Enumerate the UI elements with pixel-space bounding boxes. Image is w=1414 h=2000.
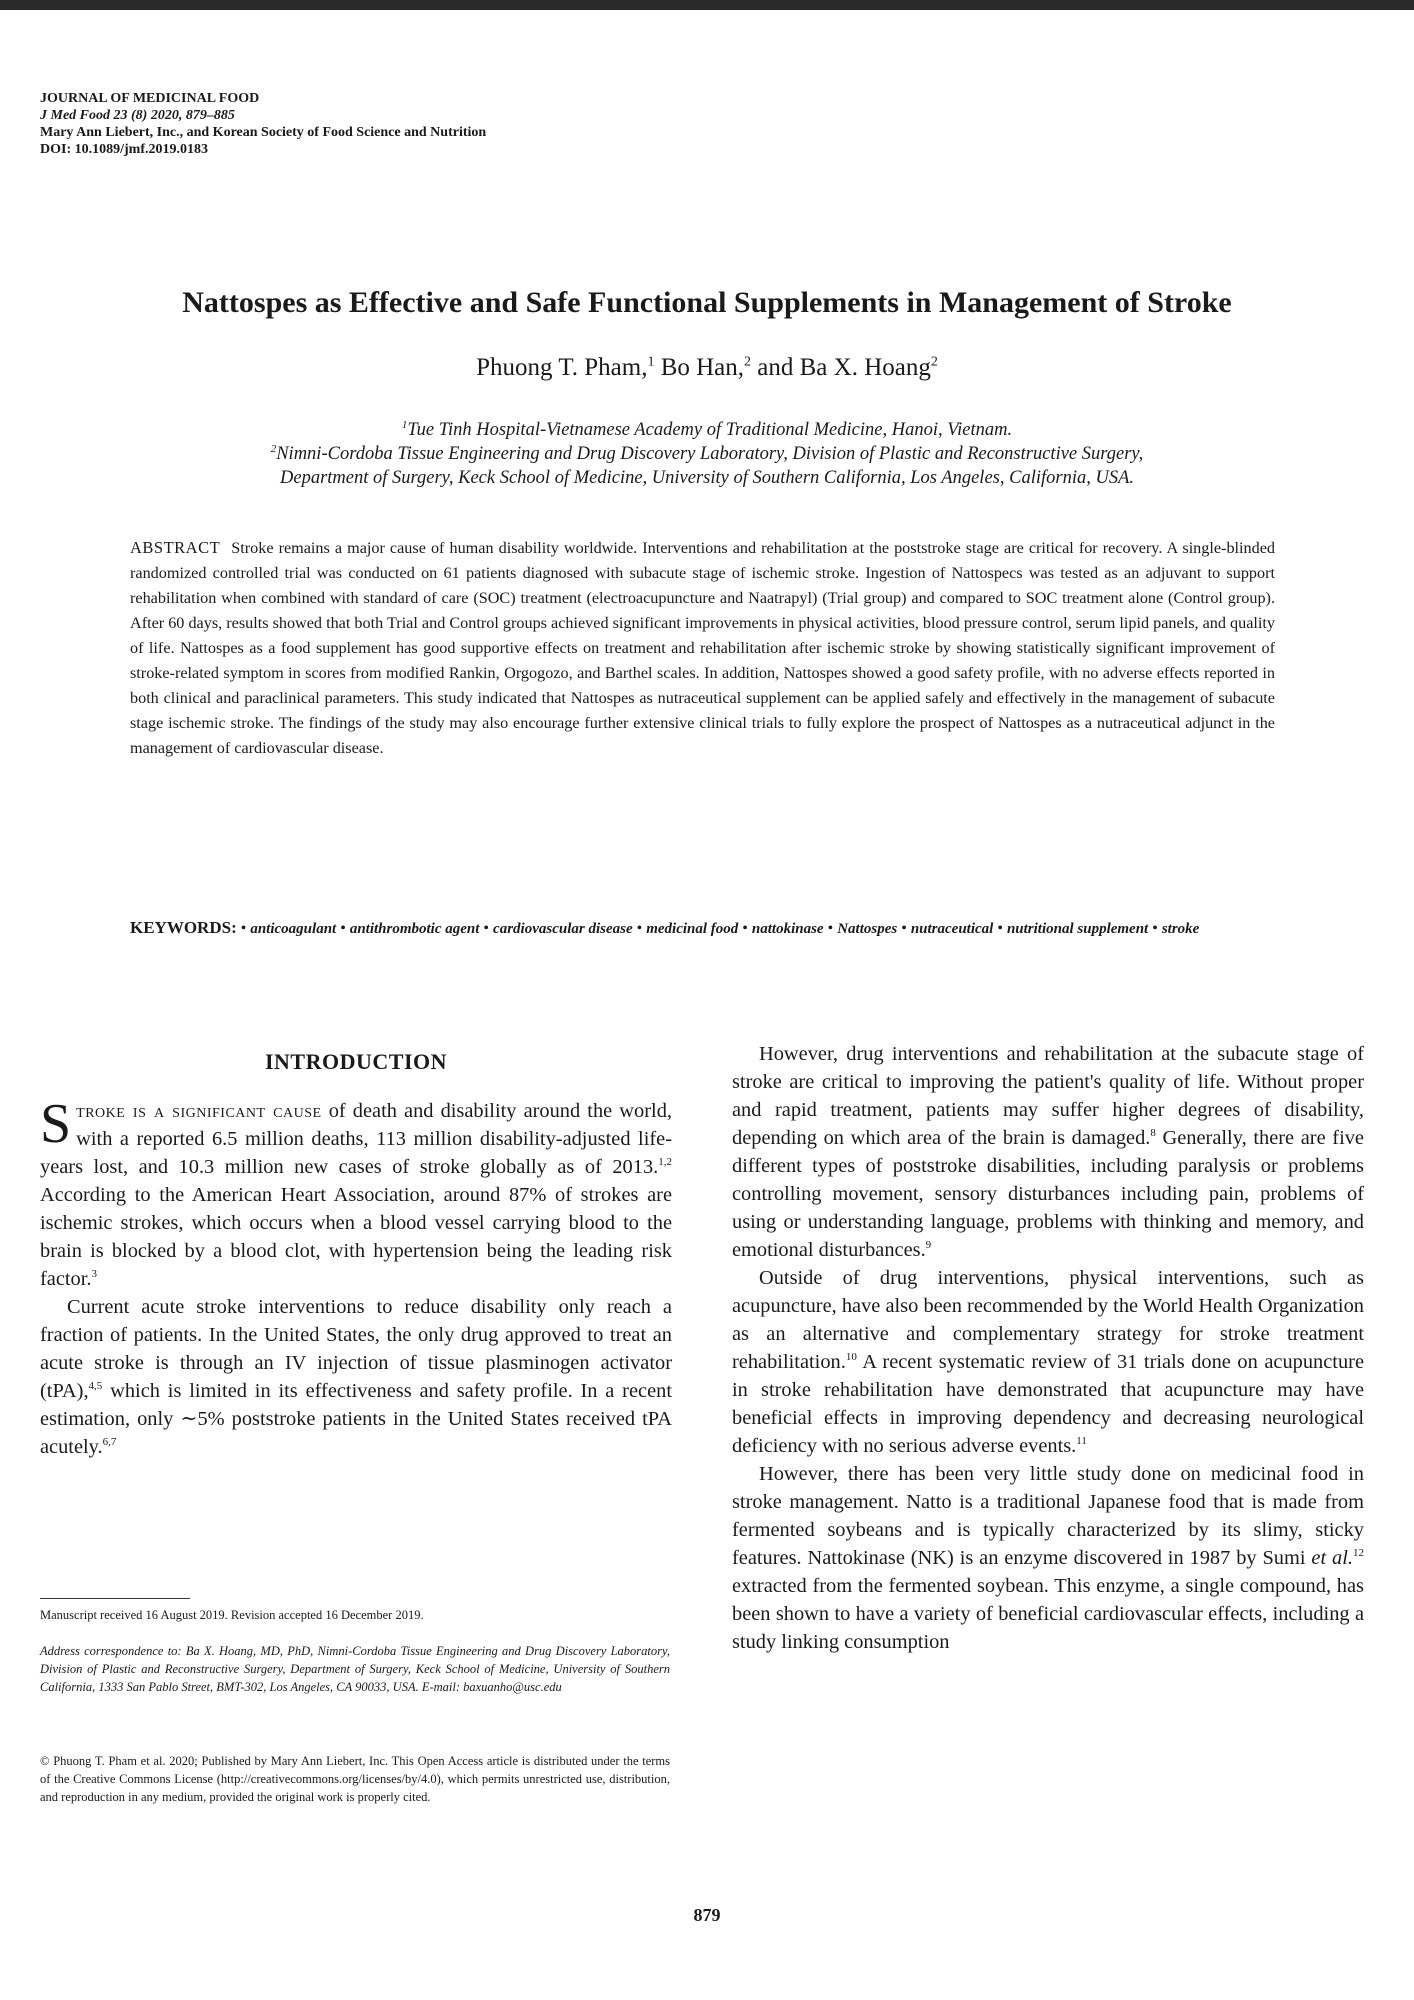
journal-header	[40, 90, 486, 158]
keyword: medicinal food	[646, 921, 739, 937]
keywords-label: KEYWORDS:	[130, 918, 237, 937]
journal-citation: J Med Food 23 (8) 2020, 879–885	[40, 108, 235, 123]
abstract-label: ABSTRACT	[130, 538, 221, 557]
intro-paragraph-1: Stroke is a significant cause of death and disability around the world, with a reported 6.5 million deaths, 113 million disability-adjusted life-years lost, and 10.3 million new cases of stroke globally as of 2013.$^{1,2}$ According to the American Heart Association, around 87% of strokes are ischemic strokes, which occurs when a blood vessel carrying blood to the brain is blocked by a blood clot, with hypertension being the leading risk factor.$^3$	[40, 1093, 672, 1290]
right-paragraph-1: However, drug interventions and rehabilitation at the subacute stage of stroke are critical to improving the patient's quality of life. Without proper and rapid treatment, patients may suffer higher degrees of disability, depending on which area of the brain is damaged.$^8$ Generally, there are five different types of poststroke disabilities, including paralysis or problems controlling movement, sensory disturbances including pain, problems of using or understanding language, problems with thinking and memory, and emotional disturbances.$^9$	[732, 1043, 1364, 1261]
abstract-text: Stroke remains a major cause of human disability worldwide. Interventions and rehabilitation at the poststroke stage are critical for recovery. A single-blinded randomized controlled trial was conducted on 61 patients diagnosed with subacute stage of ischemic stroke. Ingestion of Nattospecs was tested as an adjuvant to support rehabilitation when combined with standard of care (SOC) treatment (electroacupuncture and Naatrapyl) (Trial group) and compared to SOC treatment alone (Control group). After 60 days, results showed that both Trial and Control groups achieved significant improvements in physical activities, blood pressure control, serum lipid panels, and quality of life. Nattospes as a food supplement has good supportive effects on treatment and rehabilitation after ischemic stroke by showing statistically significant improvement of stroke-related symptom in scores from modified Rankin, Orgogozo, and Barthel scales. In addition, Nattospes showed a good safety profile, with no adverse effects reported in both clinical and paraclinical parameters. This study indicated that Nattospes as nutraceutical supplement can be applied safely and effectively in the management of subacute stage ischemic stroke. The findings of the study may also encourage further extensive clinical trials to fully explore the prospect of Nattospes as a nutraceutical adjunct in the management of cardiovascular disease.	[130, 539, 1276, 757]
abstract	[130, 535, 1275, 761]
author-3: and Ba X. Hoang	[757, 354, 931, 381]
keyword-bullet: •	[632, 920, 647, 937]
intro-paragraph-2: Current acute stroke interventions to reduce disability only reach a fraction of patients. In the United States, the only drug approved to treat an acute stroke is through an IV injection of tissue plasminogen activator (tPA),$^{4,5}$ which is limited in its effectiveness and safety profile. In a recent estimation, only ∼5% poststroke patients in the United States received tPA acutely.$^{6,7}$	[40, 1296, 672, 1458]
journal-name: JOURNAL OF MEDICINAL FOOD	[40, 91, 260, 106]
affiliation-2-cont: Department of Surgery, Keck School of Medicine, University of Southern California, Los Angeles, California, USA.	[280, 468, 1134, 488]
keyword: cardiovascular disease	[493, 921, 633, 937]
affiliation-1: $^1$Tue Tinh Hospital-Vietnamese Academy of Traditional Medicine, Hanoi, Vietnam.	[401, 418, 1013, 440]
author-2-affil: 2	[744, 354, 752, 370]
keyword-bullet: •	[336, 920, 350, 937]
keyword-bullet: •	[1148, 920, 1162, 937]
right-paragraph-2: Outside of drug interventions, physical interventions, such as acupuncture, have also been recommended by the World Health Organization as an alternative and complementary strategy for stroke treatment rehabilitation.$^{10}$ A recent systematic review of 31 trials done on acupuncture in stroke rehabilitation have demonstrated that acupuncture may have beneficial effects in improving dependency and decreasing neurological deficiency with no serious adverse events.$^{11}$	[732, 1267, 1364, 1457]
top-bar	[0, 0, 1414, 10]
keywords	[130, 915, 1275, 942]
keyword: nutritional supplement	[1006, 921, 1149, 937]
author-2: Bo Han,	[660, 354, 745, 381]
keyword-bullet: •	[993, 920, 1007, 937]
keyword-bullet: •	[897, 920, 911, 937]
keyword: anticoagulant	[250, 921, 337, 937]
intro-lead: troke is a significant cause	[76, 1100, 322, 1122]
page-number: 879	[693, 1905, 721, 1925]
affiliation-2: $^2$Nimni-Cordoba Tissue Engineering and Drug Discovery Laboratory, Division of Plastic and Reconstructive Surgery,	[270, 442, 1144, 464]
right-paragraph-3: However, there has been very little study done on medicinal food in stroke management. Natto is a traditional Japanese food that is made from fermented soybeans and is typically characterized by its slimy, sticky features. Nattokinase (NK) is an enzyme discovered in 1987 by Sumi et al.$^{12}$ extracted from the fermented soybean. This enzyme, a single compound, has been shown to have a variety of beneficial cardiovascular effects, including a study linking consumption	[732, 1463, 1364, 1653]
keyword: nattokinase	[751, 921, 824, 937]
keyword-bullet: •	[823, 920, 838, 937]
author-list	[0, 354, 1414, 382]
footnote-correspondence: Address correspondence to: Ba X. Hoang, MD, PhD, Nimni-Cordoba Tissue Engineering and Drug Discovery Laboratory, Division of Plastic and Reconstructive Surgery, Department of Surgery, Keck School of Medicine, University of Southern California, 1333 San Pablo Street, BMT-302, Los Angeles, CA 90033, USA. E-mail: baxuanho@usc.edu	[40, 1644, 670, 1694]
keyword: nutraceutical	[910, 921, 994, 937]
doi: DOI: 10.1089/jmf.2019.0183	[40, 142, 208, 157]
publisher: Mary Ann Liebert, Inc., and Korean Society of Food Science and Nutrition	[40, 125, 487, 140]
affiliations	[60, 418, 1354, 490]
keyword-bullet: •	[479, 920, 494, 937]
right-column	[732, 1040, 1364, 1656]
footnote-received: Manuscript received 16 August 2019. Revision accepted 16 December 2019.	[40, 1608, 424, 1622]
footnote-license: © Phuong T. Pham et al. 2020; Published by Mary Ann Liebert, Inc. This Open Access article is distributed under the terms of the Creative Commons License (http://creativecommons.org/licenses/by/4.0), which permits unrestricted use, distribution, and reproduction in any medium, provided the original work is properly cited.	[40, 1754, 670, 1804]
keyword: antithrombotic agent	[349, 921, 480, 937]
footnote-rule	[40, 1598, 190, 1599]
keywords-list	[241, 920, 1200, 937]
author-1-affil: 1	[647, 354, 655, 370]
section-heading-introduction: INTRODUCTION	[264, 1049, 448, 1074]
keyword-bullet: •	[240, 920, 251, 937]
article-title: Nattospes as Effective and Safe Functional Supplements in Management of Stroke	[182, 286, 1232, 319]
keyword-bullet: •	[738, 920, 752, 937]
author-3-affil: 2	[930, 354, 938, 370]
keyword: Nattospes	[837, 921, 898, 937]
keyword: stroke	[1161, 921, 1200, 937]
drop-cap: S	[40, 1093, 72, 1155]
author-1: Phuong T. Pham,	[476, 354, 648, 381]
left-column	[40, 1040, 672, 1461]
